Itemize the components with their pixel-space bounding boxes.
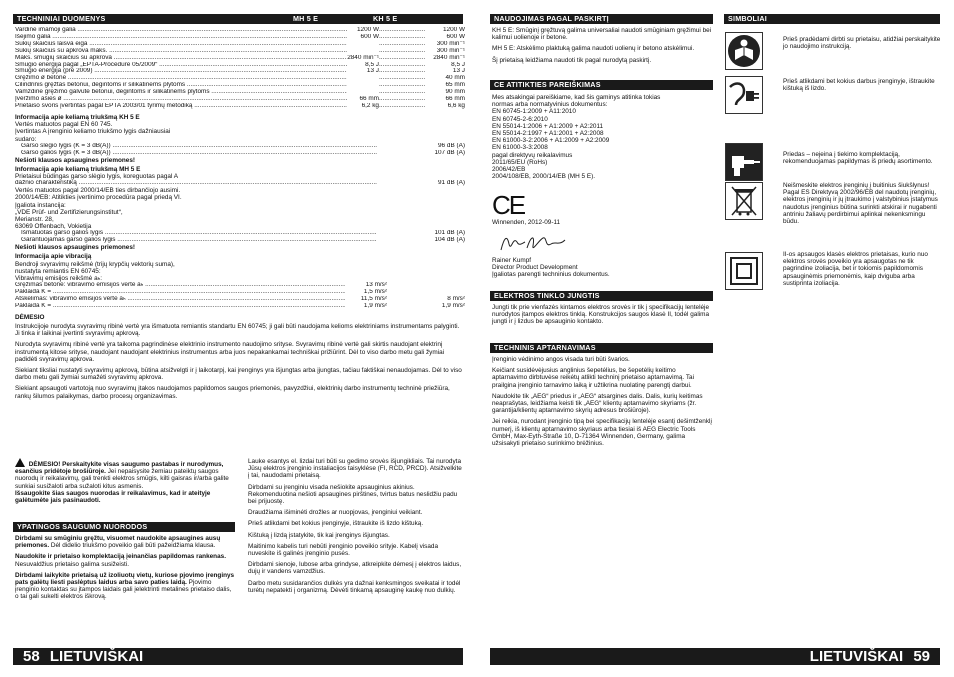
dot-leader — [379, 62, 425, 69]
maintenance-header: TECHNINIS APTARNAVIMAS — [490, 343, 713, 353]
noise-kh-row-value: 107 dB (A) — [434, 149, 465, 156]
tech-row-label: Vardinė imamoji galia ..... — [15, 27, 347, 34]
tech-data-table — [15, 27, 465, 110]
noise-kh-row-value: 96 dB (A) — [438, 142, 465, 149]
attention-paragraph: Siekiant tiksliai nustatyti svyravimų apkrovą, būtina atsižvelgti ir į laikotarpį, kai įrenginys yra išjungtas arba įjungtas, tačiau faktiškai nenaudojamas. Dėl to viso darbo metu gali žymiai sumažėti svyravimų apkrova. — [15, 367, 462, 382]
noise-kh-line: Vertės matuotos pagal EN 60 745. — [15, 121, 113, 129]
footer-language: LIETUVIŠKAI — [49, 648, 144, 665]
place-date: Winnenden, 2012-09-11 — [492, 219, 561, 226]
maintenance-paragraph: Jei reikia, nurodant įrenginio tipą bei specifikacijų lentelėje esantį dešimtženklį numerį, iš klientų aptarnavimo skyriaus arba tiesiai iš AEG Electric Tools GmbH, Max-Eyth-Straße 10, D-71364 Winnenden, Germany, galima užsisakyti prietaiso surinkimo brėžinius. — [492, 418, 712, 448]
ce-line: EN 55014-1:2006 + A1:2009 + A2:2011 — [492, 122, 604, 130]
right-page — [477, 0, 954, 677]
safety-paragraph: Maitinimo kabelis turi nebūti įrenginio poveikio srityje. Kabelį visada nuveskite iš galinės įrenginio pusės. — [248, 542, 439, 558]
noise-mh-row-label: Išmatuotas garso galios lygis ..... — [21, 230, 377, 237]
noise-mh-line: 2000/14/EB: Atitikties įvertinimo procedūra pagal priedą VI. — [15, 194, 182, 202]
tech-row-mh: 1200 W — [356, 27, 379, 33]
tech-row-mh — [347, 89, 379, 96]
dot-leader — [379, 34, 425, 41]
tech-row — [15, 75, 465, 82]
vibration-row — [15, 282, 465, 289]
ce-line: 2006/42/EB — [492, 166, 526, 174]
ce-line: Mes atsakingai pareiškiame, kad šis gaminys atitinka tokias — [492, 94, 661, 101]
tech-row — [15, 62, 465, 69]
tech-row-mh: 13 J — [366, 68, 379, 75]
unplug-icon — [725, 76, 763, 114]
vibration-row — [15, 289, 465, 296]
tech-row-mh: 66 mm — [359, 96, 379, 103]
tech-row-kh: 13 J — [452, 68, 465, 75]
safety-paragraph — [15, 535, 235, 549]
safety-paragraph — [15, 553, 235, 567]
safety-paragraph: Lauke esantys el. lizdai turi būti su gedimo srovės išjungikliais. Tai nurodyta Jūsų elektros įrenginio instaliacijos taisyklėse (FI, RCD, PRCD). Atsižvelkite į tai, naudodami prietaisą. — [248, 458, 462, 480]
noise-mh-row-value: 104 dB (A) — [434, 237, 465, 244]
noise-mh-row-label: Garantuojamas garso galios lygis ..... — [21, 237, 377, 244]
tech-row — [15, 41, 465, 48]
page-number: 58 — [23, 648, 40, 665]
signer-line: Įgaliotas parengti techninius dokumentus. — [492, 271, 610, 279]
signer-line: Rainer Kumpf — [492, 257, 532, 264]
vibration-row-label: Paklaida K = ..... — [15, 289, 345, 296]
tech-row-mh — [347, 41, 379, 48]
tech-row — [15, 89, 465, 96]
safety-paragraph: Kištuką į lizdą įstatykite, tik kai įrenginys išjungtas. — [248, 531, 390, 539]
safety-paragraph: Dirbdami sienoje, lubose arba grindyse, atkreipkite dėmesį į elektros laidus, dujų ir vandens vamzdžius. — [248, 561, 462, 576]
intended-use-paragraph: Šį prietaisą leidžiama naudoti tik pagal nurodytą paskirtį. — [492, 56, 652, 64]
tech-row-label: Smūgio energija pagal „EPTA-Procedure 05/2009“ ..... — [15, 62, 347, 69]
noise-kh-row-label: Garso galios lygis (K = 3 dB(A)) ..... — [21, 150, 377, 157]
safety-paragraph-bold: Naudokite ir prietaiso komplektaciją įeinančias papildomas rankenas. — [15, 553, 226, 561]
vibration-row-value: 13 m/s² — [365, 282, 387, 289]
signature — [499, 232, 569, 254]
signer-line: Director Product Development — [492, 264, 578, 272]
safety-header: YPATINGOS SAUGUMO NUORODOS — [13, 522, 235, 532]
vibration-title: Informacija apie vibraciją — [15, 253, 92, 261]
ce-line: EN 61000-3-2:2006 + A1:2009 + A2:2009 — [492, 137, 610, 145]
intended-use-text — [492, 27, 712, 68]
dot-leader — [379, 75, 425, 82]
tech-row-mh — [347, 75, 379, 82]
tech-row-label: Sūkių skaičius laisva eiga ..... — [15, 41, 347, 48]
ce-line: EN 60745-2-6:2010 — [492, 115, 548, 123]
vibration-row-label: Atskėlimas: vibravimo emisijos vertė aₕ ..... — [15, 296, 345, 303]
dot-leader — [379, 82, 425, 89]
maintenance-paragraph: Keičiant susidėvėjusius anglinius šepetėlius, be šepetėlių keitimo aptarnavimo dirbtuvėse reikėtų atlikti techninį prietaiso aptarnavimą. Tai prailgina įrenginio tarnavimo laiką ir užtikrina nuolatinę parengtį darbui. — [492, 367, 694, 389]
noise-mh-line: 63069 Offenbach, Vokietija — [15, 223, 92, 231]
tech-row-kh: 40 mm — [445, 75, 465, 82]
ce-declaration — [492, 94, 712, 180]
tech-row-kh: 66 mm — [445, 96, 465, 103]
safety-paragraph: Darbo metu susidarančios dulkės yra dažnai kenksmingos sveikatai ir todėl turėtų nepatekti į organizmą. Dėvėti tinkamą apsauginę kaukę nuo dulkių. — [248, 579, 461, 594]
tech-row-label: Išėjimo galia ..... — [15, 34, 347, 41]
ce-line: normas arba normatyvinius dokumentus: — [492, 101, 608, 109]
intended-use-paragraph: KH 5 E: Smūginį gręžtuvą galima universaliai naudoti smūginiam gręžimui bei kalimui uolienoje ir betone. — [492, 27, 712, 42]
safety-paragraph — [15, 572, 235, 601]
symbol-text-weee: Neišmeskite elektros įrenginių į buitinius šiukšlynus! Pagal ES Direktyvą 2002/96/EB del naudotų įrenginių, elektros įrenginių ir jų įtraukimo į valstybinius įstatymus naudotus įrenginius būtina surinkti atskirai ir nugabenti antriniu žaliavų perdirbimui aplinkai nekenksmingu būdu. — [783, 182, 938, 226]
tech-row-kh: 6,6 kg — [447, 102, 465, 109]
noise-mh-row-value: 101 dB (A) — [434, 230, 465, 237]
tech-row-label: Prietaiso svoris įvertintas pagal EPTA 2003/01 tyrimų metodiką ..... — [15, 103, 347, 110]
maintenance-text — [492, 356, 712, 451]
noise-mh-row — [21, 230, 465, 237]
symbol-text-read-manual: Prieš pradėdami dirbti su prietaisu, atidžiai perskaitykite jo naudojimo instrukciją. — [783, 36, 941, 51]
noise-mh-row — [21, 237, 465, 244]
safety-paragraph-bold: Dirbdami su smūginiu gręžtu, visuomet naudokite apsaugines ausų priemones. — [15, 535, 221, 550]
tech-row-label: Gręžimo ø betone ..... — [15, 75, 347, 82]
noise-kh-row — [21, 150, 465, 157]
vibration-line: nustatyta remiantis EN 60745: — [15, 267, 101, 275]
tech-row-label: Cilindrinis gręžtas betonui, degintoms ir silikatinėms plytoms ..... — [15, 82, 347, 89]
noise-mh-row: dažnio charakteristiką ..... 91 dB (A) — [15, 180, 465, 187]
tech-row — [15, 68, 465, 75]
tech-row-mh: 8,5 J — [365, 61, 379, 68]
tech-row-label: Įveržimo ašies ø ..... — [15, 96, 347, 103]
tech-row-label: Maks. smūgių skaičius su apkrova ..... — [15, 55, 347, 62]
tech-row-mh: 600 W — [360, 33, 379, 40]
noise-mh-line: Prietaisui būdingas garso slėgio lygis, koreguotas pagal A — [15, 173, 179, 181]
safety-paragraph-text: Pjovimo įrenginio kontaktas su įtampos laidais gali įelektrinti metalines prietaiso dalis, o tai gali sukelti elektros iškrovą. — [15, 579, 232, 601]
safety-instructions — [15, 535, 235, 605]
dot-leader — [379, 27, 425, 34]
safety-instructions-col2 — [248, 458, 463, 598]
attention-paragraph: Instrukcijoje nurodyta svyravimų ribinė vertė yra išmatuota remiantis standartu EN 60745; ji gali būti naudojama kelioms elektriniams instrumentams palyginti. Ji tinka ir laikinai įvertinti svyravimų apkrovą. — [15, 323, 460, 338]
safety-paragraph: Draudžiama išiminėti drožles ar nuopjovas, įrenginiui veikiant. — [248, 509, 423, 517]
page-number: 59 — [913, 648, 930, 665]
maintenance-paragraph: Įrenginio vėdinimo angos visada turi būti švarios. — [492, 356, 630, 363]
noise-mh-note: Nešioti klausos apsaugines priemones! — [15, 244, 136, 252]
symbol-text-unplug: Prieš atlikdami bet kokius darbus įrenginyje, ištraukite kištuką iš lizdo. — [783, 78, 935, 93]
ce-line: EN 61000-3-3:2008 — [492, 144, 548, 152]
tech-row — [15, 27, 465, 34]
tech-row-kh: 600 W — [446, 33, 465, 40]
noise-mh-line: Vertės matuotos pagal 2000/14/EB ties dirbančiojo ausimi. — [15, 187, 181, 195]
vibration-line: Vibravimų emisijos reikšmė aₕ: — [15, 274, 102, 282]
safety-paragraph: Prieš atlikdami bet kokius įrenginyje, ištraukite iš lizdo kištuką. — [248, 520, 424, 528]
noise-mh-line: „VDE Prüf- und Zertifizierungsinstitut“, — [15, 208, 123, 216]
noise-mh-line: Įgaliota instancija: — [15, 201, 66, 209]
noise-kh-title: Informacija apie keliamą triukšmą KH 5 E — [15, 114, 140, 121]
maintenance-paragraph: Naudokite tik „AEG“ priedus ir „AEG“ atsargines dalis. Dalis, kurių keitimas neaprašytas, leidžiama keisti tik „AEG“ klientų aptarnavimo skyriams (žr. garantija/klientų aptarnavimo skyrių adresus brošiūroje). — [492, 392, 703, 415]
noise-kh-note: Nešioti klausos apsaugines priemones! — [15, 156, 136, 164]
tech-row-label: Smūgio energija (pre 2009) ..... — [15, 68, 347, 75]
ce-header: CE ATITIKTIES PAREIŠKIMAS — [490, 80, 713, 90]
tech-row — [15, 96, 465, 103]
symbol-text-accessory: Priedas – nejeina į tiekimo komplektaciją, rekomenduojamas papildymas iš priedų asortimento. — [783, 151, 933, 166]
ce-line: EN 60745-1:2009 + A11:2010 — [492, 108, 576, 116]
dot-leader — [379, 41, 425, 48]
vibration-row-value: 11,5 m/s² — [360, 296, 387, 302]
dot-leader — [379, 96, 425, 103]
tech-row-label: Sūkių skaičius su apkrova maks. ..... — [15, 48, 347, 55]
ce-line: EN 55014-2:1997 + A1:2001 + A2:2008 — [492, 130, 604, 138]
vibration-row — [15, 303, 465, 310]
tech-row — [15, 82, 465, 89]
safety-paragraph-text: Nesuvaldžius prietaiso galima susižeisti. — [15, 560, 130, 568]
footer-bar-left — [13, 648, 463, 665]
tech-row-kh: 300 min⁻¹ — [436, 40, 465, 47]
vibration-row — [15, 296, 465, 303]
intended-use-paragraph: MH 5 E: Atskėlimo plaktuką galima naudoti uolienų ir betono atskėlimui. — [492, 45, 695, 53]
weee-bin-icon — [725, 182, 763, 220]
warning-block — [15, 458, 235, 508]
tech-row — [15, 55, 465, 62]
ce-line: 2004/108/EB, 2000/14/EB (MH 5 E). — [492, 173, 596, 181]
tech-row-mh: 2840 min⁻¹ — [347, 54, 379, 61]
dot-leader — [379, 48, 425, 55]
vibration-row-value2: 1,9 m/s² — [441, 302, 465, 309]
vibration-row-label: Paklaida K = ..... — [15, 303, 345, 310]
tech-row-mh: 6,2 kg — [361, 102, 379, 109]
tech-row — [15, 48, 465, 55]
ce-line: pagal direktyvų reikalavimus — [492, 151, 573, 159]
tech-row — [15, 103, 465, 110]
mains-text: Jungti tik prie vienfazės kintamos elektros srovės ir tik į specifikacijų lentelėje nurodytos įtampos elektros tinklą. Konstrukcijos saugos klasė II, todėl galima jungti ir į lizdus be apsauginio kontakto. — [492, 304, 710, 326]
vibration-row-value2: 8 m/s² — [447, 296, 465, 302]
read-manual-icon — [725, 32, 763, 70]
safety-paragraph-text: Dėl didelio triukšmo poveikio gali būti pažeidžiama klausa. — [49, 542, 216, 550]
vibration-line: Bendroji svyravimų reikšmė (trijų krypčių vektorių suma), — [15, 260, 175, 268]
vibration-row-label: Gręžimas betone: vibravimo emisijos vertė aₕ ..... — [15, 282, 345, 289]
tech-row-mh — [347, 82, 379, 89]
warning-text: Jei nepaisysite žemiau pateiktų saugos nuorodų ir reikalavimų, gali trenkti elektros smūgis, kilti gaisras ir/arba galite sunkiai susižaloti arba sužaloti kitus asmenis. — [15, 468, 229, 490]
noise-kh-line: sudaro: — [15, 135, 37, 143]
vibration-row-value: 1,9 m/s² — [363, 302, 387, 309]
symbols-header: SIMBOLIAI — [724, 14, 940, 24]
warning-keep-text: Išsaugokite šias saugos nuorodas ir reikalavimus, kad ir ateityje galėtumėte jais pasinaudoti. — [15, 489, 211, 505]
tech-row-kh: 65 mm — [445, 82, 465, 89]
tech-row-kh: 1200 W — [442, 27, 465, 33]
vibration-row-value2 — [387, 282, 465, 289]
footer-language: LIETUVIŠKAI — [809, 648, 904, 665]
tech-row-kh: 8,5 J — [451, 61, 465, 68]
noise-kh-line: Įvertintas A įrenginio keliamo triukšmo lygis dažniausiai — [15, 128, 171, 136]
ce-line: 2011/65/EU (RoHs) — [492, 158, 548, 166]
footer-bar-right — [490, 648, 940, 665]
attention-title: DĖMESIO — [15, 313, 45, 321]
dot-leader — [379, 55, 425, 62]
tech-data-header: TECHNINIAI DUOMENYS MH 5 E KH 5 E — [13, 14, 463, 24]
dot-leader — [379, 68, 425, 75]
symbol-text-class-ii: II-os apsaugos klasės elektros prietaisas, kurio nuo elektros srovės poveikio yra apsaugotas ne tik pagrindine izoliacija, bet ir tokiomis papildomomis apsauginėmis priemonėmis, kaip dviguba arba sustiprinta izoliacija. — [783, 251, 928, 287]
attention-paragraph: Siekiant apsaugoti vartotoją nuo svyravimų įtakos naudojamos papildomos saugos priemonės, pavyzdžiui, elektrinių darbo instrumentų techninė priežiūra, rankų šilumos palaikymas, darbo procesų organizavimas. — [15, 385, 450, 400]
dot-leader — [379, 89, 425, 96]
safety-paragraph: Dirbdami su įrenginiu visada nešiokite apsauginius akinius. Rekomenduotina nešioti apsaugines pirštines, tvirtus batus neslidžiu padu bei prijuostę. — [248, 483, 458, 506]
mains-header: ELEKTROS TINKLO JUNGTIS — [490, 291, 713, 301]
tech-row-kh: 90 mm — [445, 89, 465, 96]
noise-section — [15, 114, 465, 404]
tech-row-label: Vamzdinė gręžimo galvutė betonui, degintoms ir silikatinėms plytoms ..... — [15, 89, 347, 96]
tech-row — [15, 34, 465, 41]
accessory-icon — [725, 143, 763, 181]
safety-paragraph-bold: Dirbdami laikykite prietaisą už izoliuotų vietų, kuriose pjovimo įrenginys pats galėtų liesti paslėptus laidus arba savo paties laidą. — [15, 571, 235, 587]
vibration-row-value: 1,5 m/s² — [363, 289, 387, 296]
warning-title: DĖMESIO! Perskaitykite visas saugumo pastabas ir nurodymus, esančius pridėtoje brošiūroje. — [15, 461, 224, 476]
tech-row-mh — [347, 48, 379, 55]
tech-row-kh: 2840 min⁻¹ — [433, 54, 465, 61]
ce-mark: CE — [492, 190, 525, 220]
noise-kh-row — [21, 143, 465, 150]
dot-leader — [379, 103, 425, 110]
protection-class-ii-icon — [725, 252, 763, 290]
noise-mh-title: Informacija apie keliamą triukšmą MH 5 E — [15, 165, 141, 173]
intended-use-header: NAUDOJIMAS PAGAL PASKIRTĮ — [490, 14, 713, 24]
noise-mh-line: Merianstr. 28, — [15, 215, 54, 223]
vibration-row-value2 — [387, 289, 465, 296]
tech-row-kh: 300 min⁻¹ — [436, 47, 465, 54]
noise-kh-row-label: Garso slėgio lygis (K = 3 dB(A)) ..... — [21, 143, 377, 150]
warning-triangle-icon — [15, 458, 25, 467]
attention-paragraph: Nurodyta svyravimų ribinė vertė yra taikoma pagrindinėse elektrinio instrumento naudojimo srityse. Svyravimų ribinė vertė gali skirtis naudojant elektrinį instrumentą kitose srityse, naudojant naudojant elektrinius instrumentus arba juos nepakankamai techniškai prižiūrint. Dėl to viso darbo metu gali žymiai padidėti svyravimų apkrova. — [15, 341, 445, 363]
signer-info — [492, 257, 712, 279]
